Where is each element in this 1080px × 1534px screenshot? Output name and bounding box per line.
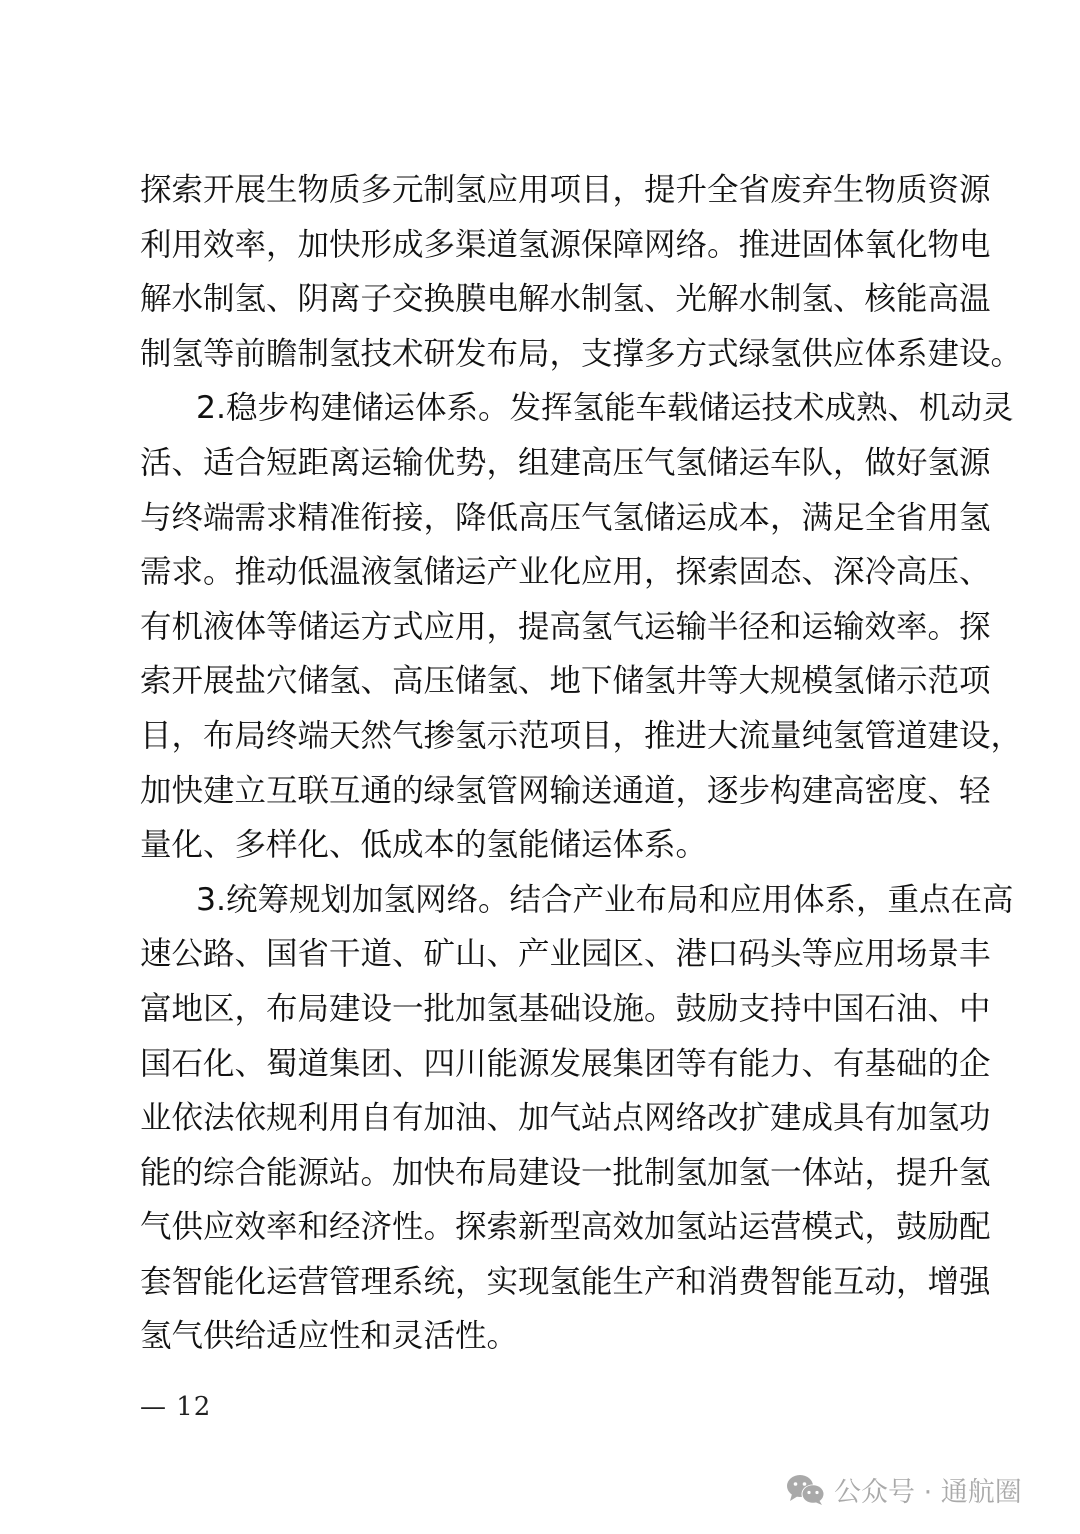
text-line: 制氢等前瞻制氢技术研发布局，支撑多方式绿氢供应体系建设。 [140, 335, 1023, 372]
text-line: 索开展盐穴储氢、高压储氢、地下储氢井等大规模氢储示范项 [140, 663, 991, 700]
text-line: 国石化、蜀道集团、四川能源发展集团等有能力、有基础的企 [140, 1045, 991, 1082]
text-line: 气供应效率和经济性。探索新型高效加氢站运营模式，鼓励配 [140, 1209, 991, 1246]
text-line: 能的综合能源站。加快布局建设一批制氢加氢一体站，提升氢 [140, 1154, 991, 1191]
watermark-text: 公众号 · 通航圈 [834, 1477, 1022, 1508]
text-line: 氢气供给适应性和灵活性。 [140, 1318, 519, 1355]
text-line: 速公路、国省干道、矿山、产业园区、港口码头等应用场景丰 [140, 936, 991, 973]
text-line: 业依法依规利用自有加油、加气站点网络改扩建成具有加氢功 [140, 1100, 991, 1137]
text-line: 需求。推动低温液氢储运产业化应用，探索固态、深冷高压、 [140, 554, 991, 591]
text-line: 富地区，布局建设一批加氢基础设施。鼓励支持中国石油、中 [140, 990, 991, 1027]
page-number: — 12 [140, 1392, 212, 1422]
text-line: 量化、多样化、低成本的氢能储运体系。 [140, 827, 708, 864]
watermark [786, 1470, 1022, 1509]
text-line: 有机液体等储运方式应用，提高氢气运输半径和运输效率。探 [140, 608, 991, 645]
document-body [140, 163, 1023, 1364]
text-line: 与终端需求精准衔接，降低高压气氢储运成本，满足全省用氢 [140, 499, 991, 536]
text-line: 探索开展生物质多元制氢应用项目，提升全省废弃生物质资源 [140, 172, 991, 208]
text-line: 加快建立互联互通的绿氢管网输送通道，逐步构建高密度、轻 [140, 772, 991, 809]
text-line: 目，布局终端天然气掺氢示范项目，推进大流量纯氢管道建设， [140, 717, 1023, 754]
text-line: 活、适合短距离运输优势，组建高压气氢储运车队，做好氢源 [140, 444, 991, 481]
text-line: 解水制氢、阴离子交换膜电解水制氢、光解水制氢、核能高温 [140, 281, 991, 318]
text-line: 套智能化运营管理系统，实现氢能生产和消费智能互动，增强 [140, 1263, 991, 1300]
section-heading-line: 3.统筹规划加氢网络。结合产业布局和应用体系，重点在高 [196, 881, 1014, 918]
section-heading-line: 2.稳步构建储运体系。发挥氢能车载储运技术成熟、机动灵 [196, 390, 1014, 427]
wechat-icon [786, 1474, 826, 1506]
text-line: 利用效率，加快形成多渠道氢源保障网络。推进固体氧化物电 [140, 226, 991, 263]
